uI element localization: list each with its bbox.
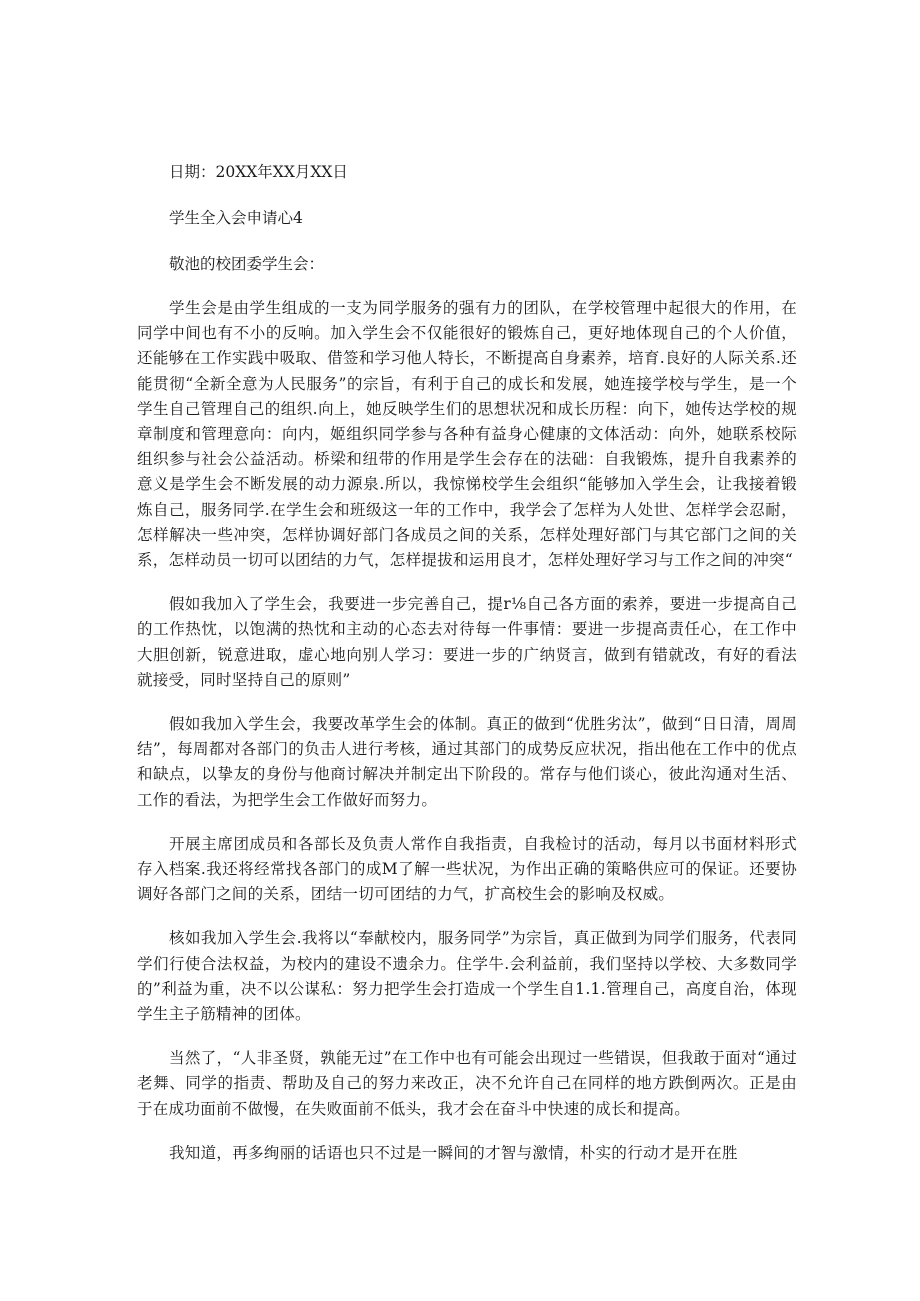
document-page <box>137 160 797 1166</box>
paragraph: 当然了，“人非圣贤，孰能无过”在工作中也有可能会出现过一些错误，但我敢于面对“通过老舞、同学的指责、帮助及自己的努力来改正，决不允许自己在同样的地方跌倒两次。正是由于在成功面前不做慢，在失败面前不低头，我才会在奋斗中快速的成长和提高。 <box>137 1049 797 1118</box>
paragraph: 我知道，再多绚丽的话语也只不过是一瞬间的才智与激情，朴实的行动才是开在胜 <box>169 1143 738 1162</box>
document-title: 学生全入会申请心4 <box>169 209 303 227</box>
greeting-line: 敬池的校团委学生会： <box>169 255 325 273</box>
paragraph: 假如我加入学生会，我要改革学生会的体制。真正的做到“优胜劣汰”，做到“日日清，周周结”，每周都对各部门的负击人进行考核，通过其部门的成势反应状况，指出他在工作中的优点和缺点，以挚友的身份与他商讨解决并制定出下阶段的。常存与他们谈心，彼此沟通对生活、工作的看法，为把学生会工作做好而努力。 <box>137 715 797 809</box>
date-line: 日期：20XX年XX月XX日 <box>169 163 348 181</box>
paragraph: 假如我加入了学生会，我要进一步完善自己，提r⅛自己各方面的索养，要进一步提高自己的工作热忱，以饱满的热忱和主动的心态去对待每一件事情：要进一步提高责任心，在工作中大胆创新，锐意进取，虚心地向别人学习：要进一步的广纳贤言，做到有错就改，有好的看法就接受，同时坚持自己的原则” <box>137 595 797 689</box>
paragraph: 学生会是由学生组成的一支为同学服务的强有力的团队，在学校管理中起很大的作用，在同学中间也有不小的反响。加入学生会不仅能很好的锻炼自己，更好地体现自己的个人价值，还能够在工作实践中吸取、借签和学习他人特长，不断提高自身素养，培育.良好的人际关系.还能贯彻“全新全意为人民服务”的宗旨，有利于自己的成长和发展，她连接学校与学生，是一个学生自己管理自己的组织.向上，她反映学生们的思想状况和成长历程：向下，她传达学校的规章制度和管理意向：向内，姬组织同学参与各种有益身心健康的文体活动：向外，她联系校际组织参与社会公益活动。桥梁和纽带的作用是学生会存在的法础：自我锻炼，提升自我素养的意义是学生会不断发展的动力源泉.所以，我惊悌校学生会组织“能够加入学生会，让我接着锻炼自己，服务同学.在学生会和班级这一年的工作中，我学会了怎样为人处世、怎样学会忍耐，怎样解决一些冲突，怎样协调好部门各成员之间的关系，怎样处理好部门与其它部门之间的关系，怎样动员一切可以团结的力气，怎样提拔和运用良才，怎样处理好学习与工作之间的冲突“ <box>137 299 797 570</box>
paragraph: 开展主席团成员和各部长及负责人常作自我指责，自我检讨的活动，每月以书面材料形式存入档案.我还将经常找各部门的成M了解一些状况，为作出正确的策略供应可的保证。还要协调好各部门之间的关系，团结一切可团结的力气，扩高校生会的影响及权威。 <box>137 834 797 904</box>
paragraph: 核如我加入学生会.我将以“奉献校内，服务同学”为宗旨，真正做到为同学们服务，代表同学们行使合法权益，为校内的建设不遗余力。住学牛.会利益前，我们坚持以学校、大多数同学的”利益为重，决不以公谋私：努力把学生会打造成一个学生自1.1.管理自己，高度自治，体现学生主子筋精神的团体。 <box>137 929 797 1024</box>
